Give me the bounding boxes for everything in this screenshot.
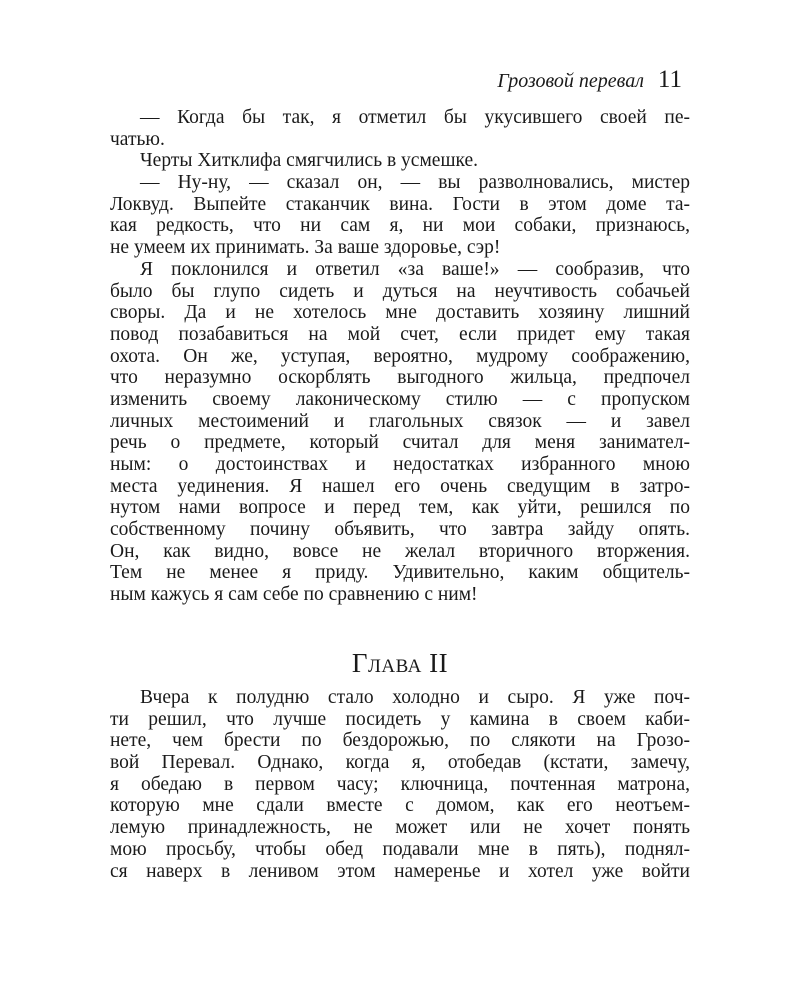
text-line: нутом нами вопросе и перед тем, как уйти, решился по [110,497,690,519]
text-line: Я поклонился и ответил «за ваше!» — сообразив, что [140,258,690,280]
text-line: было бы глупо сидеть и дуться на неучтивость собачьей [110,280,690,302]
running-title: Грозовой перевал [497,70,644,92]
text-line: места уединения. Я нашел его очень сведущим в затро- [110,475,690,497]
text-line: ным кажусь я сам себе по сравнению с ним! [110,584,478,606]
text-line: ся наверх в ленивом этом намеренье и хотел уже войти [110,860,690,882]
text-line: кая редкость, что ни сам я, ни мои собаки, признаюсь, [110,215,690,237]
text-line: вой Перевал. Однако, когда я, отобедав (кстати, замечу, [110,752,690,774]
text-line: собственному почину объявить, что завтра зайду опять. [110,519,690,541]
text-line: я обедаю в первом часу; ключница, почтенная матрона, [110,773,690,795]
text-line: не умеем их принимать. За ваше здоровье, сэр! [110,237,501,259]
text-line: личных местоимений и глагольных связок — и завел [110,410,690,432]
text-line: охота. Он же, уступая, вероятно, мудрому соображению, [110,345,690,367]
text-section-1 [110,107,690,606]
text-line: повод позабавиться на мой счет, если придет ему такая [110,323,690,345]
text-line: ти решил, что лучше посидеть у камина в своем каби- [110,708,690,730]
running-header [497,66,682,94]
page-number: 11 [657,66,682,93]
text-line: Черты Хитклифа смягчились в усмешке. [140,150,478,172]
text-line: которую мне сдали вместе с домом, как его неотъем- [110,795,690,817]
text-line: изменить своему лаконическому стилю — с пропуском [110,388,690,410]
text-line: лемую принадлежность, не может или не хочет понять [110,817,690,839]
text-line: Вчера к полудню стало холодно и сыро. Я уже поч- [140,687,690,708]
text-line: нете, чем брести по бездорожью, по слякоти на Грозо- [110,730,690,752]
text-line: — Когда бы так, я отметил бы укусившего своей пе- [140,107,690,128]
text-line: мою просьбу, чтобы обед подавали мне в пять), поднял- [110,838,690,860]
text-line: Локвуд. Выпейте стаканчик вина. Гости в этом доме та- [110,193,690,215]
text-section-2 [110,687,690,882]
text-line: речь о предмете, который считал для меня занимател- [110,432,690,454]
text-line: Он, как видно, вовсе не желал вторичного вторжения. [110,540,690,562]
text-line: Тем не менее я приду. Удивительно, каким общитель- [110,562,690,584]
text-line: своры. Да и не хотелось мне доставить хозяину лишний [110,302,690,324]
text-line: чатью. [110,128,165,150]
chapter-title: Глава II [351,648,449,678]
text-line: — Ну-ну, — сказал он, — вы разволновались, мистер [140,172,690,194]
text-line: ным: о достоинствах и недостатках избранного мною [110,454,690,475]
text-line: что неразумно оскорблять выгодного жильца, предпочел [110,367,690,389]
